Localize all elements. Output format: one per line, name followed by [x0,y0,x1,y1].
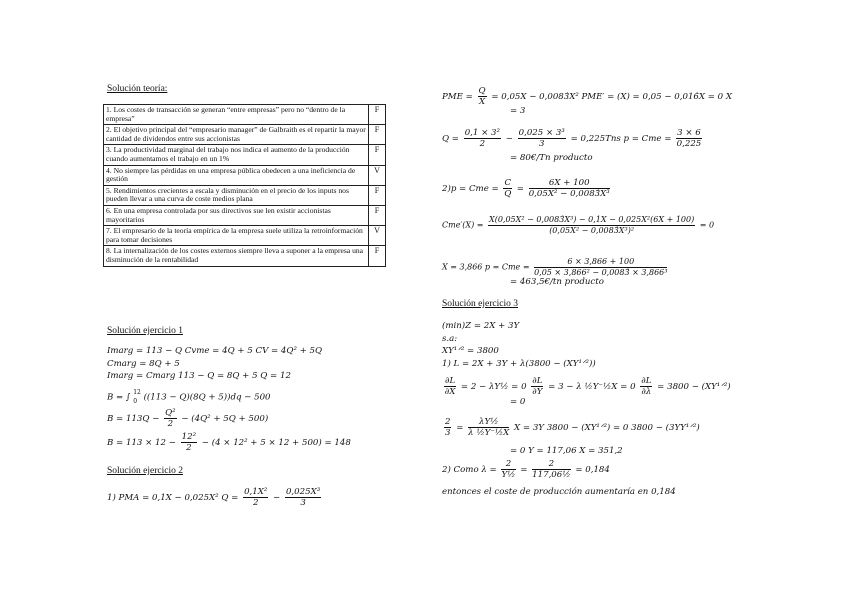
ex2-f1 [243,487,268,508]
theory-row [104,246,386,266]
ex1-line4 [107,388,271,406]
deriv-frac [488,215,695,236]
theory-statement: 3. La productividad marginal del trabajo nos indica el aumento de la producción cuando aumentamos el trabajo en un 1% [104,145,369,165]
ex1-l5-frac [164,408,177,429]
integral-limits [133,388,141,406]
ex3-partials [442,376,731,397]
result-frac [534,257,667,278]
num: ∂L [641,376,652,386]
integrand: ((113 − Q)(8Q + 5))dq − 500 [143,392,271,403]
theory-statement: 5. Rendimientos crecientes a escala y disminución en el precio de los inputs nos pueden llevar a una curva de coste medios plana [104,185,369,205]
den: 0,225 [676,139,702,149]
den: (0,05X² − 0,0083̂X³)² [549,226,635,235]
theory-row [104,125,386,145]
theory-statement: 4. No siempre las pérdidas en una empresa pública obedecen a una ineficiencia de gestión [104,165,369,185]
num: ∂L [445,376,456,386]
den: 2 [252,498,259,508]
deriv-lead: Cme′(X) = [442,220,484,230]
theory-answer: F [369,205,386,225]
theory-answer: F [369,145,386,165]
den: X [478,97,486,107]
pme-lead: PME = [442,92,473,102]
ex2-q-line [442,128,704,149]
ex3-constraint: XY¹ᐟ² = 3800 [442,346,499,356]
lower-limit: 0 [133,398,138,405]
ex3-sa: s.a: [442,334,458,344]
den: ∂λ [641,387,652,397]
q-frac3 [676,128,702,149]
num: 2 [532,459,570,470]
equals: = [456,423,464,433]
num: 0,1 × 3² [464,128,500,138]
lambda-value: = 0,184 [575,465,610,475]
theory-answer: F [369,125,386,145]
theory-answer: V [369,226,386,246]
ex3-lagrangian: 1) L = 2X + 3Y + λ(3800 − (XY¹ᐟ²)) [442,359,596,369]
ex3-solution: = 0 Y = 117,06 X = 351,2 [510,446,623,456]
dl-dx [444,376,456,397]
ratio-tail: X = 3Y 3800 − (XY¹ᐟ²) = 0 3800 − (3YY¹ᐟ²) [514,423,700,433]
pme-frac [478,86,487,107]
den: λ ½Y⁻½X [468,428,510,438]
num: 0,025 × 3³ [518,128,565,138]
ex3-objective: (min)Z = 2X + 3Y [442,321,520,331]
theory-answer: F [369,105,386,125]
den: 0,05 × 3,866² − 0,0083̂ × 3,866³ [534,268,668,277]
q-frac1 [464,128,501,149]
num: 2 [501,459,515,470]
ex1-l5-tail: − (4Q² + 5Q + 500) [181,414,269,424]
den: Y½ [501,470,516,480]
ex1-line6 [107,432,351,453]
num: 2 [445,417,451,427]
ex2-final-price: = 463,5€/tn producto [510,277,604,287]
den: 2 [479,139,486,149]
ex2-f2 [285,487,321,508]
theory-statement: 8. La internalización de los costes externos siempre lleva a suponer a la empresa una disminución de la rentabilidad [104,246,369,266]
den: 117,06½ [532,470,571,480]
num: 3 × 6 [677,128,701,138]
theory-row [104,226,386,246]
theory-row [104,165,386,185]
lambda-frac1 [501,459,515,480]
ex3-zero: = 0 [510,397,526,407]
ex2-l1-lead: 1) PMA = 0,1X − 0,025X² Q = [107,493,239,503]
den: 3 [300,498,306,508]
dl-dy [531,376,543,397]
num: Q² [165,408,176,418]
ex1-line2: Cmarg = 8Q + 5 [107,359,180,369]
cme-lead: 2)p = Cme = [442,184,499,194]
lambda-frac2 [532,459,570,480]
integral-sign: B = ∫ [107,392,131,403]
equals: = [516,184,524,194]
ex3-conclusion: entonces el coste de producción aumentaría en 0,184 [442,487,676,497]
theory-row [104,105,386,125]
cme-frac2 [529,178,610,199]
den: 3 [445,428,451,438]
ex1-line5 [107,408,268,429]
num: 6 × 3,866 + 100 [534,257,667,268]
ratio-2-3 [444,417,451,438]
equals: = [520,465,528,475]
dl-dlambda [640,376,652,397]
pme-tail: = 0,05X − 0,0083̂X² PME′ = (X) = 0,05 − 0,016̂X = 0 X [491,92,732,102]
ratio-lambda [468,417,509,438]
num: C [504,178,512,188]
dl-dy-eq: = 3 − λ ½Y⁻½X = 0 [548,382,636,392]
den: ∂Y [532,387,543,397]
minus: − [505,134,513,144]
ex1-heading: Solución ejercicio 1 [107,326,183,336]
ex2-price-result: = 80€/Tn producto [510,153,593,163]
theory-row [104,205,386,225]
theory-answer: F [369,185,386,205]
minus: − [273,493,281,503]
num: X(0,05X² − 0,0083̂X³) − 0,1X − 0,025X²(6X + 100) [489,215,695,224]
ex2-cme-line [442,178,612,199]
ex1-l6-tail: − (4 × 12² + 5 × 12 + 500) = 148 [201,438,351,448]
ex3-lambda-line [442,459,610,480]
den: 2 [167,419,174,429]
dl-dx-eq: = 2 − λY½ = 0 [460,382,527,392]
theory-row [104,145,386,165]
num: 6X + 100 [529,178,610,189]
theory-statement: 7. El empresario de la teoría empírica de la empresa suele utiliza la retroinformación para tomar decisiones [104,226,369,246]
den: 3 [539,139,545,149]
result-lead: X = 3,866 p = Cme = [442,262,530,272]
ex2-derivative-line [442,215,714,236]
theory-answer: F [369,246,386,266]
q-lead: Q = [442,134,459,144]
cme-frac1 [503,178,512,199]
ex2-pme-line [442,86,732,107]
theory-row [104,185,386,205]
theory-statement: 2. El objetivo principal del “empresario manager” de Galbraith es el repartir la mayor cantidad de dividendos entre sus accionistas [104,125,369,145]
ex2-result-line [442,257,669,278]
q-frac2 [518,128,566,149]
theory-heading: Solución teoría: [107,84,168,94]
ex1-line3: Imarg = Cmarg 113 − Q = 8Q + 5 Q = 12 [107,371,291,381]
deriv-tail: = 0 [699,220,715,230]
ex1-l6-lead: B = 113 × 12 − [107,438,176,448]
num: 0,1X² [244,487,268,497]
ex1-line1: Imarg = 113 − Q Cvme = 4Q + 5 CV = 4Q² + 5Q [107,346,323,356]
ex2-line1 [107,487,323,508]
den: 2 [186,443,192,453]
ex1-l6-frac [181,432,197,453]
num: Q [478,86,486,96]
upper-limit: 12 [133,389,141,396]
ex1-l5-lead: B = 113Q − [107,414,160,424]
num: ∂L [532,376,543,386]
num: λY½ [468,417,509,428]
ex3-ratio-line [442,417,700,438]
num: 12² [181,432,197,442]
den: ∂X [444,387,456,397]
ex2-heading: Solución ejercicio 2 [107,466,183,476]
ex3-heading: Solución ejercicio 3 [442,299,518,309]
lambda-lead: 2) Como λ = [442,465,497,475]
den: Q [504,189,512,199]
q-mid: = 0,225Tns p = Cme = [570,134,672,144]
theory-statement: 1. Los costes de transacción se generan “entre empresas” pero no “dentro de la empresa” [104,105,369,125]
theory-table [103,104,386,267]
den: 0,05X² − 0,0083̂X³ [528,189,610,199]
theory-statement: 6. En una empresa controlada por sus directivos sue len existir accionistas mayoritarios [104,205,369,225]
theory-answer: V [369,165,386,185]
ex2-x-equals: = 3 [510,106,526,116]
dl-dlambda-eq: = 3800 − (XY¹ᐟ²) [657,382,731,392]
num: 0,025X³ [285,487,321,497]
